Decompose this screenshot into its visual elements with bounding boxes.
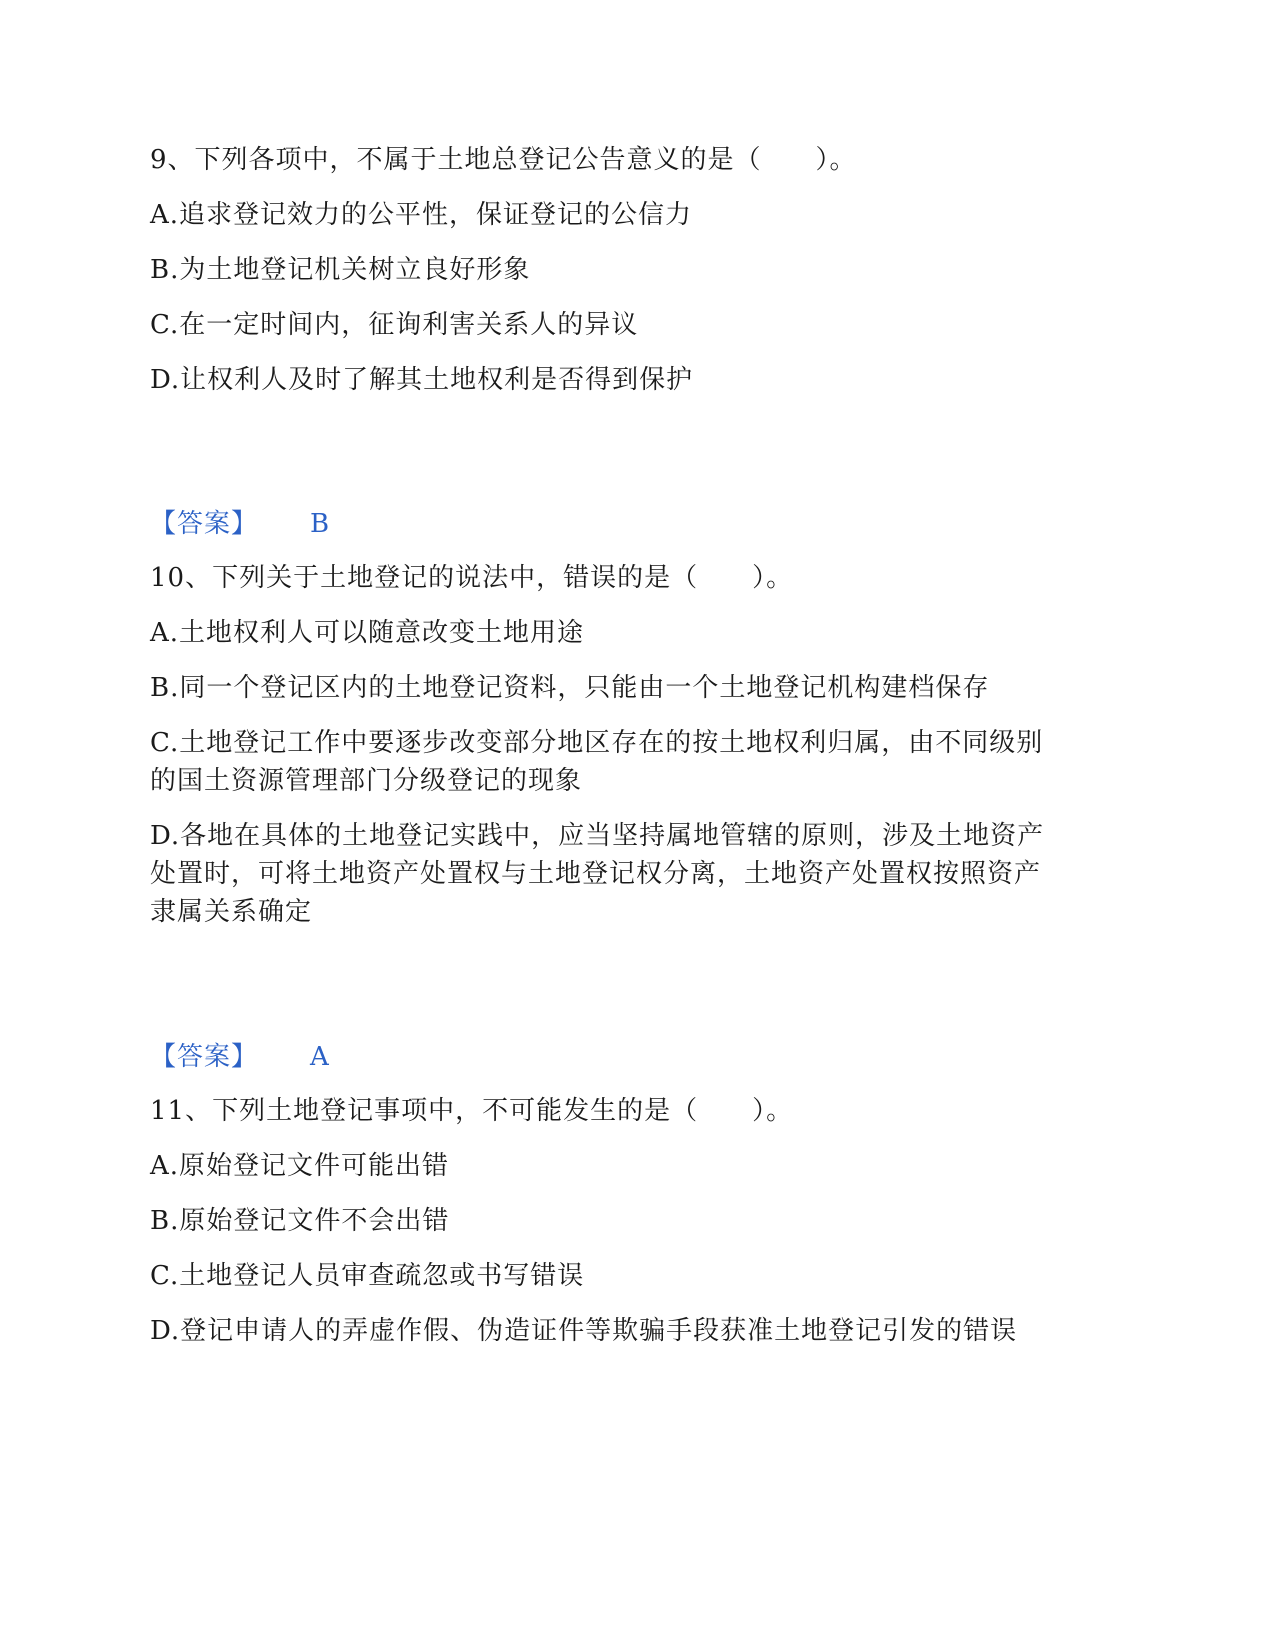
question-9-stem: 9、下列各项中，不属于土地总登记公告意义的是（ ）。 [150,145,857,175]
answer-value: A [310,1042,330,1072]
question-10-option-b: B.同一个登记区内的土地登记资料，只能由一个土地登记机构建档保存 [150,673,990,703]
answer-label: 【答案】 [150,1042,259,1072]
question-10-option-d-line-3: 隶属关系确定 [150,897,313,927]
question-9-option-c: C.在一定时间内，征询利害关系人的异议 [150,310,639,340]
question-9-option-b: B.为土地登记机关树立良好形象 [150,255,531,285]
question-10-option-a: A.土地权利人可以随意改变土地用途 [150,618,585,648]
answer-label: 【答案】 [150,509,259,539]
answer-value: B [310,509,331,539]
answer-block-10 [150,1037,330,1077]
question-10-option-c-line-2: 的国土资源管理部门分级登记的现象 [150,766,583,796]
question-11-stem: 11、下列土地登记事项中，不可能发生的是（ ）。 [150,1096,794,1126]
question-11-option-d: D.登记申请人的弄虚作假、伪造证件等欺骗手段获准土地登记引发的错误 [150,1316,1018,1346]
question-10-option-c-line-1: C.土地登记工作中要逐步改变部分地区存在的按土地权利归属，由不同级别 [150,728,1044,758]
question-11-option-b: B.原始登记文件不会出错 [150,1206,450,1236]
question-9-option-d: D.让权利人及时了解其土地权利是否得到保护 [150,365,694,395]
question-9-option-a: A.追求登记效力的公平性，保证登记的公信力 [150,200,693,230]
question-10-stem: 10、下列关于土地登记的说法中，错误的是（ ）。 [150,563,794,593]
question-10-option-d-line-2: 处置时，可将土地资产处置权与土地登记权分离，土地资产处置权按照资产 [150,859,1042,889]
question-11-option-a: A.原始登记文件可能出错 [150,1151,450,1181]
question-10-option-d-line-1: D.各地在具体的土地登记实践中，应当坚持属地管辖的原则，涉及土地资产 [150,821,1045,851]
question-11-option-c: C.土地登记人员审查疏忽或书写错误 [150,1261,585,1291]
answer-block-9 [150,504,330,544]
